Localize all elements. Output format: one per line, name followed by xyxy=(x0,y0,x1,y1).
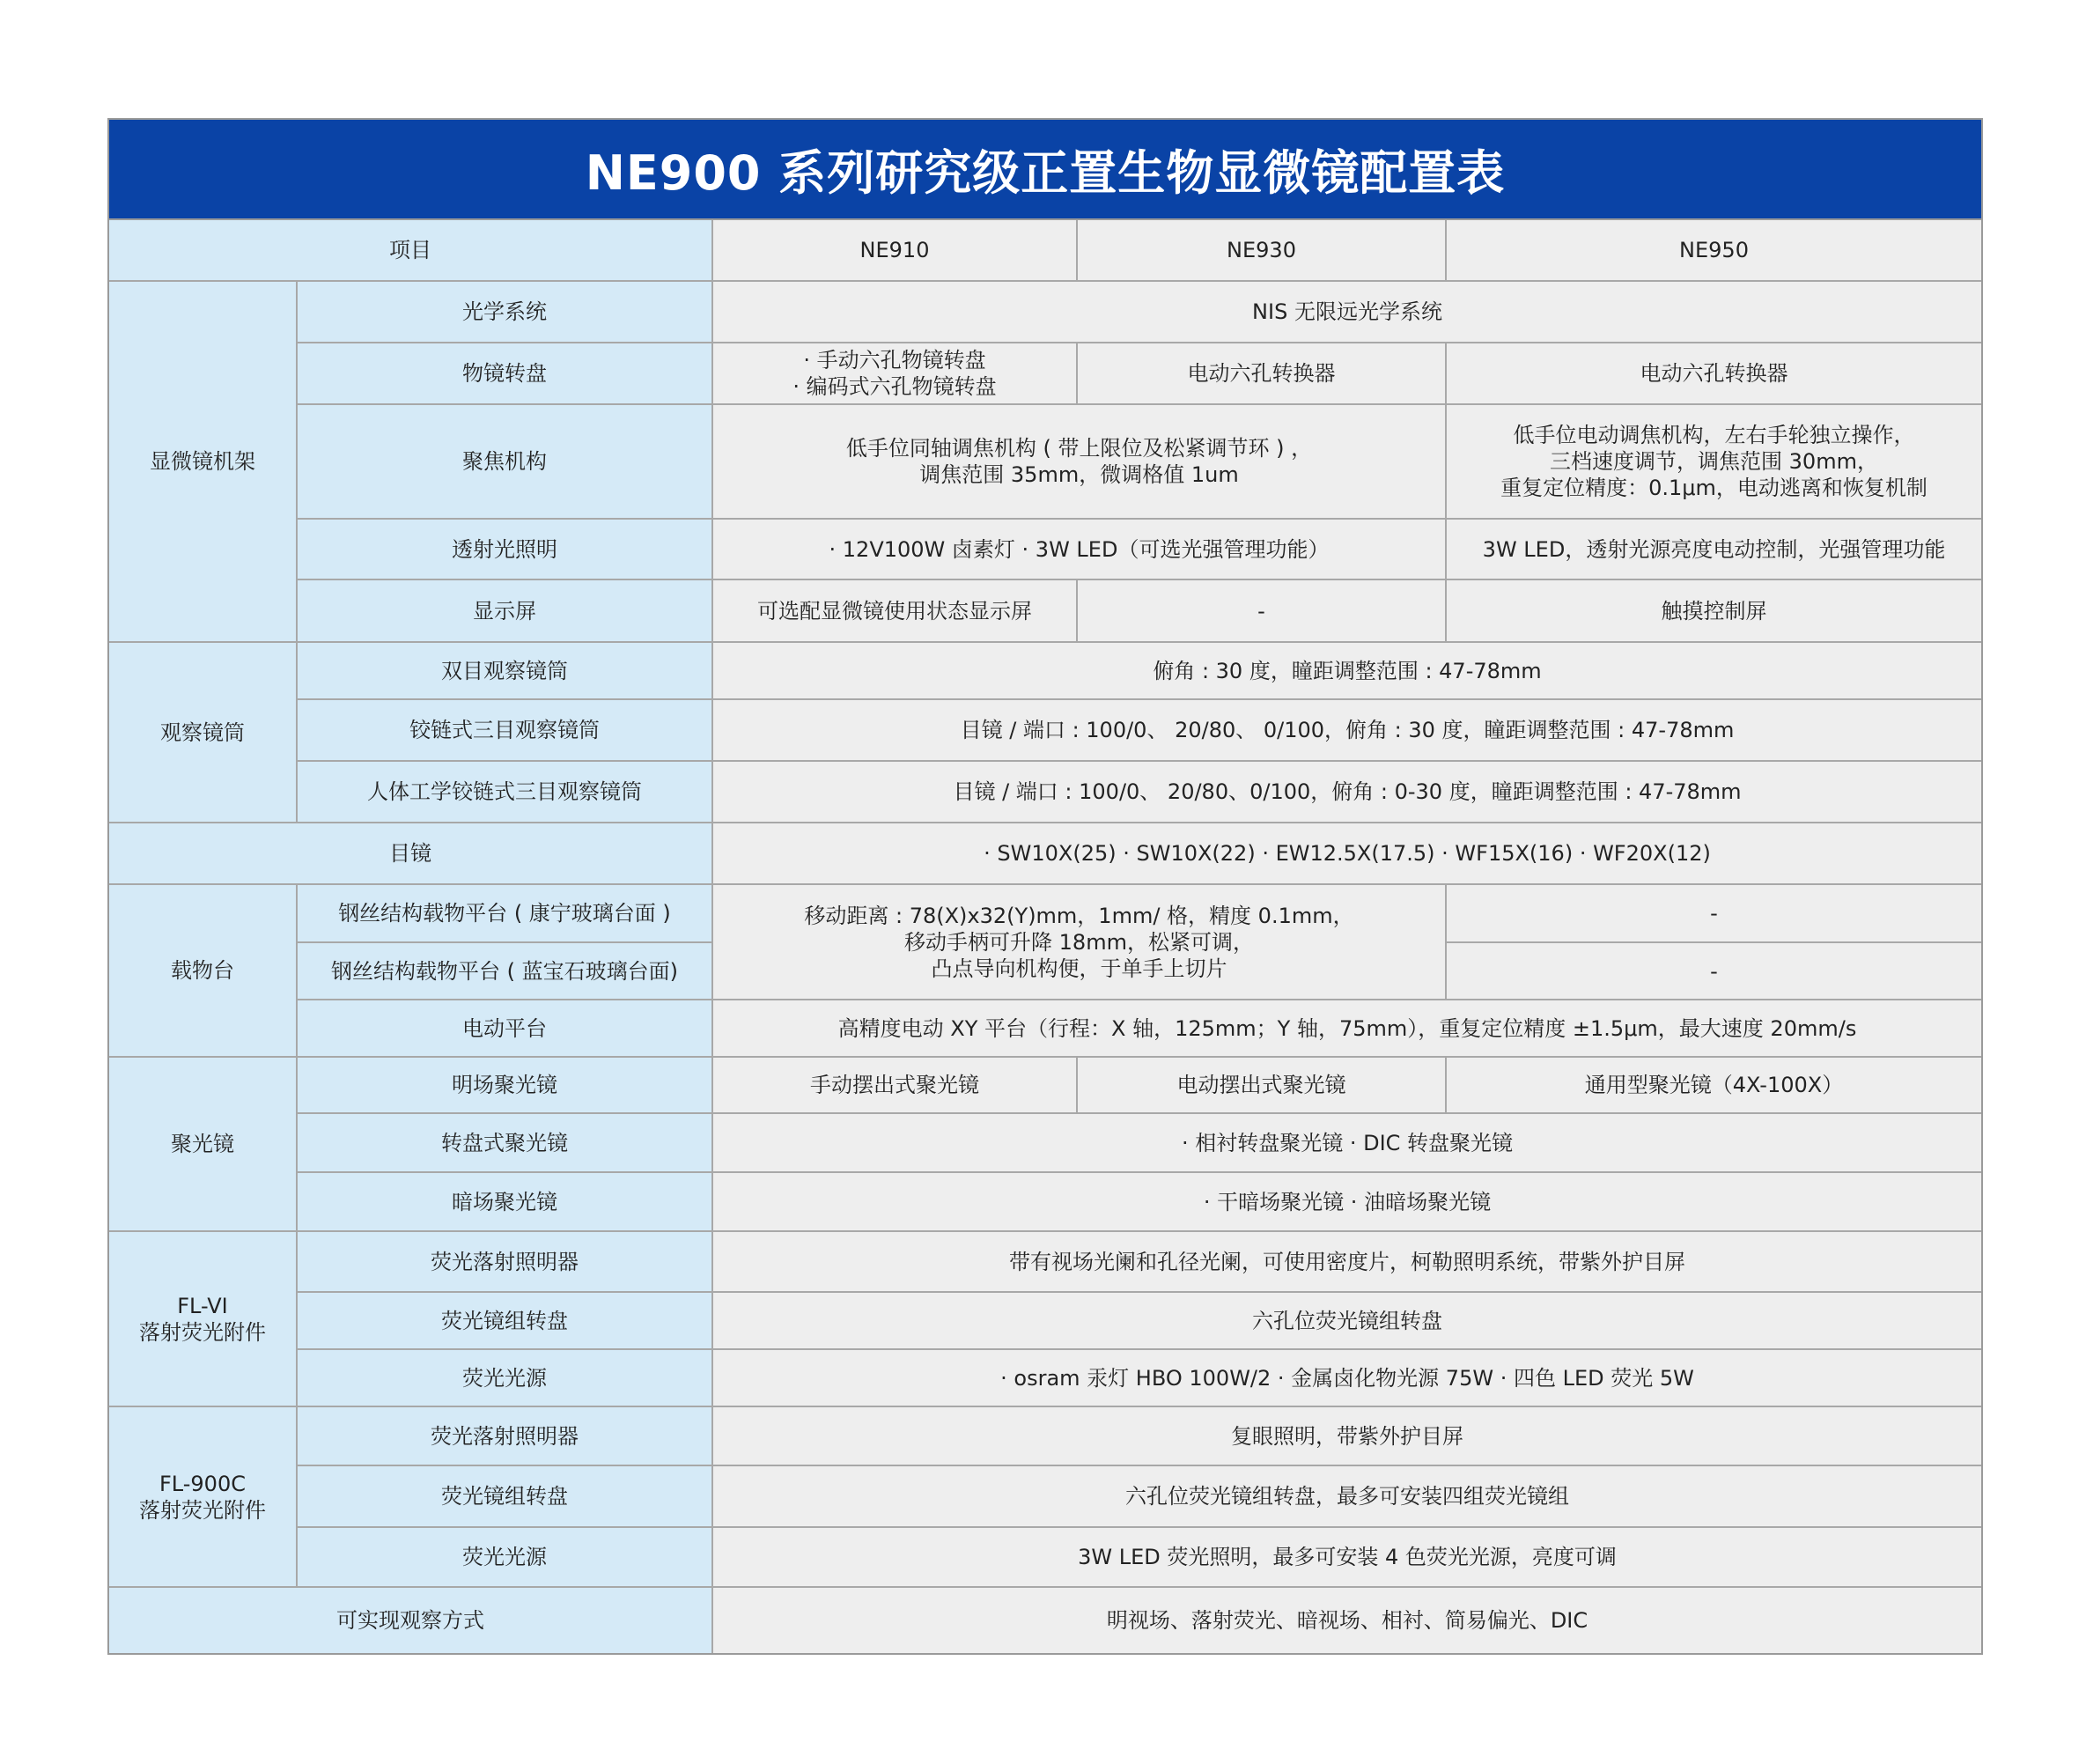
page-title: NE900 系列研究级正置生物显微镜配置表 xyxy=(109,120,1981,220)
group-label-condenser: 聚光镜 xyxy=(109,1057,297,1231)
group-label-stage: 载物台 xyxy=(109,884,297,1057)
cell-value: NIS 无限远光学系统 xyxy=(712,281,1981,343)
group-label-fl-vi: FL-VI 落射荧光附件 xyxy=(109,1231,297,1406)
header-row xyxy=(109,220,1981,281)
row-label: 铰链式三目观察镜筒 xyxy=(297,699,712,761)
row-label: 可实现观察方式 xyxy=(109,1587,712,1653)
cell-value: 手动摆出式聚光镜 xyxy=(712,1057,1077,1113)
cell-value: 电动六孔转换器 xyxy=(1446,343,1981,404)
table-row xyxy=(109,761,1981,823)
table-row xyxy=(109,1406,1981,1465)
cell-value: - xyxy=(1077,579,1446,642)
table-row xyxy=(109,1527,1981,1587)
table-row xyxy=(109,1465,1981,1527)
cell-value: 低手位电动调焦机构，左右手轮独立操作， 三档速度调节，调焦范围 30mm， 重复定位精度：0.1μm，电动逃离和恢复机制 xyxy=(1446,404,1981,519)
cell-value: 高精度电动 XY 平台（行程：X 轴，125mm；Y 轴，75mm），重复定位精度 ±1.5μm，最大速度 20mm/s xyxy=(712,1000,1981,1057)
cell-value: 触摸控制屏 xyxy=(1446,579,1981,642)
header-model-ne910: NE910 xyxy=(712,220,1077,281)
table-row xyxy=(109,884,1981,942)
cell-value: 通用型聚光镜（4X-100X） xyxy=(1446,1057,1981,1113)
table-row xyxy=(109,1349,1981,1406)
table-row xyxy=(109,823,1981,884)
cell-value: 六孔位荧光镜组转盘 xyxy=(712,1292,1981,1349)
row-label: 光学系统 xyxy=(297,281,712,343)
row-label: 聚焦机构 xyxy=(297,404,712,519)
config-table xyxy=(109,220,1981,1653)
cell-value: · 相衬转盘聚光镜 · DIC 转盘聚光镜 xyxy=(712,1113,1981,1172)
table-row xyxy=(109,1587,1981,1653)
group-label-fl-900c: FL-900C 落射荧光附件 xyxy=(109,1406,297,1587)
table-row xyxy=(109,519,1981,579)
cell-value: 目镜 / 端口 : 100/0、 20/80、 0/100，俯角 : 30 度，瞳距调整范围 : 47-78mm xyxy=(712,699,1981,761)
table-row xyxy=(109,579,1981,642)
cell-value: 3W LED 荧光照明，最多可安装 4 色荧光光源，亮度可调 xyxy=(712,1527,1981,1587)
row-label: 物镜转盘 xyxy=(297,343,712,404)
cell-value: 带有视场光阑和孔径光阑，可使用密度片，柯勒照明系统，带紫外护目屏 xyxy=(712,1231,1981,1292)
cell-value: 电动摆出式聚光镜 xyxy=(1077,1057,1446,1113)
cell-value: 复眼照明，带紫外护目屏 xyxy=(712,1406,1981,1465)
table-row xyxy=(109,642,1981,699)
group-label-tubes: 观察镜筒 xyxy=(109,642,297,823)
cell-value: 可选配显微镜使用状态显示屏 xyxy=(712,579,1077,642)
table-row xyxy=(109,1057,1981,1113)
row-label: 透射光照明 xyxy=(297,519,712,579)
table-row xyxy=(109,1113,1981,1172)
cell-value: 六孔位荧光镜组转盘，最多可安装四组荧光镜组 xyxy=(712,1465,1981,1527)
cell-value: · 手动六孔物镜转盘 · 编码式六孔物镜转盘 xyxy=(712,343,1077,404)
table-row xyxy=(109,1231,1981,1292)
cell-value: · 干暗场聚光镜 · 油暗场聚光镜 xyxy=(712,1172,1981,1231)
header-model-ne950: NE950 xyxy=(1446,220,1981,281)
row-label: 荧光落射照明器 xyxy=(297,1231,712,1292)
row-label: 荧光落射照明器 xyxy=(297,1406,712,1465)
row-label: 暗场聚光镜 xyxy=(297,1172,712,1231)
table-row xyxy=(109,1000,1981,1057)
table-row xyxy=(109,1172,1981,1231)
header-item: 项目 xyxy=(109,220,712,281)
row-label: 荧光光源 xyxy=(297,1527,712,1587)
row-label: 转盘式聚光镜 xyxy=(297,1113,712,1172)
table-row xyxy=(109,404,1981,519)
cell-value: · SW10X(25) · SW10X(22) · EW12.5X(17.5) · WF15X(16) · WF20X(12) xyxy=(712,823,1981,884)
cell-value: · osram 汞灯 HBO 100W/2 · 金属卤化物光源 75W · 四色 LED 荧光 5W xyxy=(712,1349,1981,1406)
cell-value: - xyxy=(1446,884,1981,942)
group-label-frame: 显微镜机架 xyxy=(109,281,297,642)
row-label: 钢丝结构载物平台 ( 蓝宝石玻璃台面) xyxy=(297,942,712,1000)
row-label: 人体工学铰链式三目观察镜筒 xyxy=(297,761,712,823)
cell-value: 低手位同轴调焦机构 ( 带上限位及松紧调节环 ) ， 调焦范围 35mm，微调格值 1um xyxy=(712,404,1446,519)
row-label: 钢丝结构载物平台 ( 康宁玻璃台面 ) xyxy=(297,884,712,942)
cell-value: 俯角 : 30 度，瞳距调整范围 : 47-78mm xyxy=(712,642,1981,699)
cell-value: 电动六孔转换器 xyxy=(1077,343,1446,404)
row-label: 目镜 xyxy=(109,823,712,884)
header-model-ne930: NE930 xyxy=(1077,220,1446,281)
row-label: 双目观察镜筒 xyxy=(297,642,712,699)
cell-value: 明视场、落射荧光、暗视场、相衬、简易偏光、DIC xyxy=(712,1587,1981,1653)
table-row xyxy=(109,699,1981,761)
spec-sheet xyxy=(107,118,1983,1655)
row-label: 荧光镜组转盘 xyxy=(297,1292,712,1349)
table-row xyxy=(109,281,1981,343)
cell-value: - xyxy=(1446,942,1981,1000)
cell-value: 3W LED，透射光源亮度电动控制，光强管理功能 xyxy=(1446,519,1981,579)
cell-value: · 12V100W 卤素灯 · 3W LED（可选光强管理功能） xyxy=(712,519,1446,579)
row-label: 荧光镜组转盘 xyxy=(297,1465,712,1527)
cell-value: 目镜 / 端口 : 100/0、 20/80、0/100，俯角 : 0-30 度，瞳距调整范围 : 47-78mm xyxy=(712,761,1981,823)
table-row xyxy=(109,343,1981,404)
row-label: 电动平台 xyxy=(297,1000,712,1057)
row-label: 显示屏 xyxy=(297,579,712,642)
table-row xyxy=(109,1292,1981,1349)
row-label: 荧光光源 xyxy=(297,1349,712,1406)
cell-value: 移动距离 : 78(X)x32(Y)mm，1mm/ 格，精度 0.1mm， 移动手柄可升降 18mm，松紧可调， 凸点导向机构便，于单手上切片 xyxy=(712,884,1446,1000)
row-label: 明场聚光镜 xyxy=(297,1057,712,1113)
